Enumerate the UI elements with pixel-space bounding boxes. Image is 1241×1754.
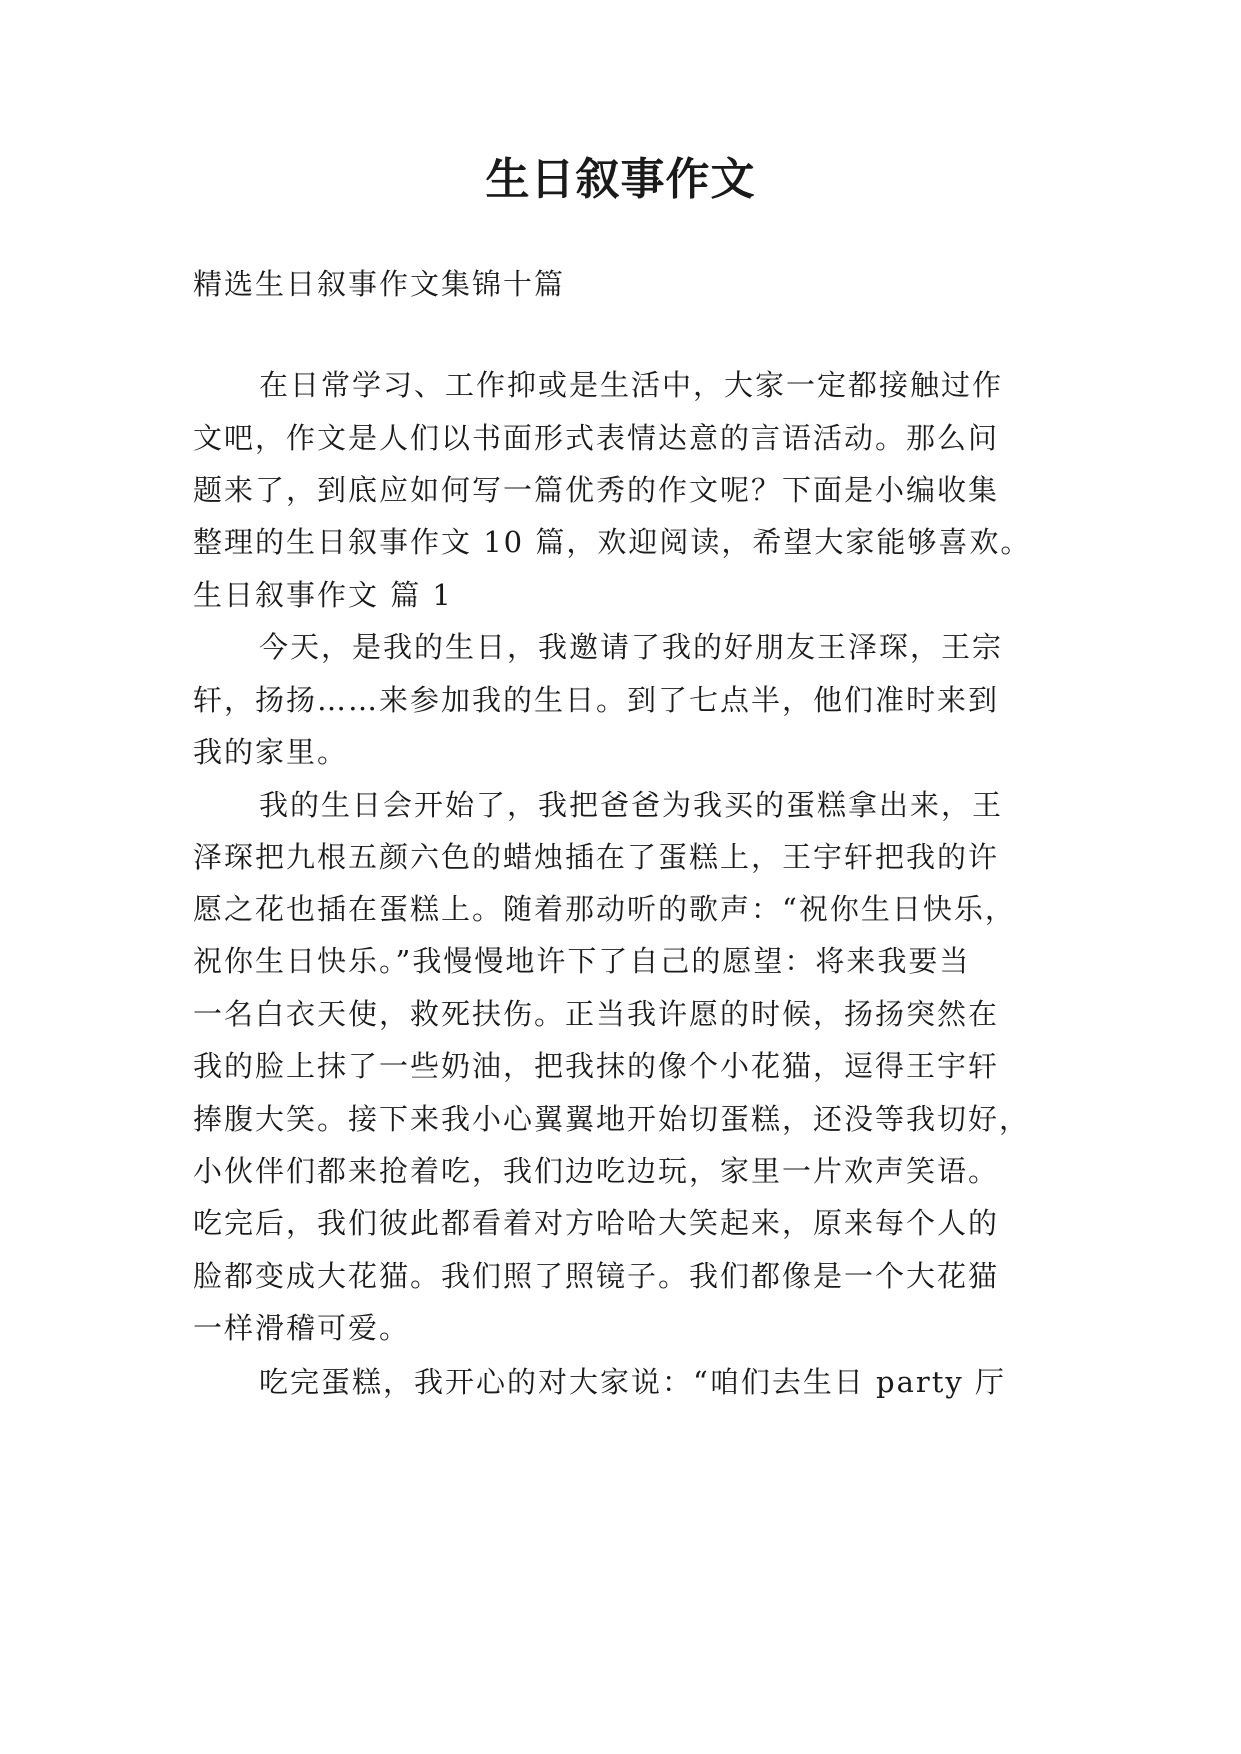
document-title: 生日叙事作文 — [485, 154, 756, 205]
paragraph-line: 捧腹大笑。接下来我小心翼翼地开始切蛋糕，还没等我切好， — [193, 1102, 1031, 1136]
paragraph-line: 吃完蛋糕，我开心的对大家说：“咱们去生日 party 厅 — [259, 1365, 1007, 1399]
paragraph-line: 愿之花也插在蛋糕上。随着那动听的歌声：“祝你生日快乐， — [193, 892, 1016, 926]
paragraph-line: 我的家里。 — [193, 735, 349, 769]
paragraph-line: 脸都变成大花猫。我们照了照镜子。我们都像是一个大花猫 — [193, 1259, 1000, 1293]
paragraph-line: 题来了，到底应如何写一篇优秀的作文呢？下面是小编收集 — [193, 473, 1000, 507]
paragraph-line: 祝你生日快乐。”我慢慢地许下了自己的愿望：将来我要当 — [193, 944, 971, 978]
paragraph-line: 整理的生日叙事作文 10 篇，欢迎阅读，希望大家能够喜欢。 — [193, 525, 1032, 559]
paragraph-line: 我的脸上抹了一些奶油，把我抹的像个小花猫，逗得王宇轩 — [193, 1049, 1000, 1083]
paragraph-line: 我的生日会开始了，我把爸爸为我买的蛋糕拿出来，王 — [259, 788, 1004, 822]
paragraph-line: 在日常学习、工作抑或是生活中，大家一定都接触过作 — [259, 368, 1004, 402]
section-heading: 生日叙事作文 篇 1 — [193, 578, 453, 612]
paragraph-line: 今天，是我的生日，我邀请了我的好朋友王泽琛，王宗 — [259, 630, 1004, 664]
paragraph-line: 一样滑稽可爱。 — [193, 1311, 411, 1345]
paragraph-line: 文吧，作文是人们以书面形式表情达意的言语活动。那么问 — [193, 421, 1000, 455]
paragraph-line: 一名白衣天使，救死扶伤。正当我许愿的时候，扬扬突然在 — [193, 997, 1000, 1031]
paragraph-line: 轩，扬扬……来参加我的生日。到了七点半，他们准时来到 — [193, 683, 1000, 717]
paragraph-line: 吃完后，我们彼此都看着对方哈哈大笑起来，原来每个人的 — [193, 1206, 1000, 1240]
document-subtitle: 精选生日叙事作文集锦十篇 — [193, 267, 566, 301]
paragraph-line: 泽琛把九根五颜六色的蜡烛插在了蛋糕上，王宇轩把我的许 — [193, 840, 1000, 874]
paragraph-line: 小伙伴们都来抢着吃，我们边吃边玩，家里一片欢声笑语。 — [193, 1154, 1000, 1188]
